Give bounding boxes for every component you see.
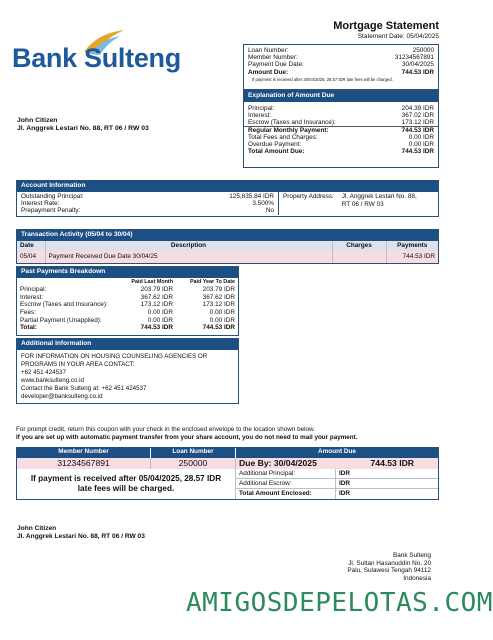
row-date: 05/04 <box>17 251 45 263</box>
coupon-col-amount: Amount Due <box>318 448 356 455</box>
past-payment-ytd: 367.62 IDR <box>202 293 235 301</box>
col-charges: Charges <box>332 241 386 251</box>
explanation-row-value: 0.00 IDR <box>408 133 434 141</box>
past-payment-label: Interest: <box>20 293 44 301</box>
summary-row-value: 744.53 IDR <box>401 68 434 76</box>
explanation-row <box>244 105 438 112</box>
explanation-row-label: Overdue Payment: <box>248 140 302 148</box>
summary-row-label: Amount Due: <box>248 68 289 76</box>
mailing-name: John Citizen <box>17 525 57 532</box>
coupon-extra-input[interactable]: IDR <box>339 480 351 487</box>
bank-address-block <box>347 552 431 583</box>
explanation-row-label: Escrow (Taxes and Insurance): <box>248 119 336 127</box>
explanation-row-value: 0.00 IDR <box>408 140 434 148</box>
past-payment-label: Principal: <box>20 286 47 293</box>
coupon-col-loan: Loan Number <box>151 448 236 458</box>
explanation-row <box>244 112 438 119</box>
mailing-address: Jl. Anggrek Lestari No. 88, RT 06 / RW 03 <box>17 532 145 540</box>
table-row <box>17 251 438 263</box>
summary-row <box>244 69 438 76</box>
coupon-instructions <box>16 426 441 441</box>
account-row <box>17 193 278 200</box>
explanation-row-value: 173.12 IDR <box>401 119 434 127</box>
additional-info-line: FOR INFORMATION ON HOUSING COUNSELING AGENCIES OR PROGRAMS IN YOUR AREA CONTACT: <box>21 353 208 368</box>
account-row-label: Outstanding Principal: <box>21 193 84 200</box>
account-row-label: Interest Rate: <box>21 200 60 208</box>
past-payment-last: 744.53 IDR <box>140 324 173 332</box>
coupon-due-date: Due By: 30/04/2025 <box>239 458 317 468</box>
watermark: AMIGOSDEPELOTAS.COM <box>186 588 493 618</box>
col-paid-ytd: Paid Year To Date <box>189 278 235 285</box>
customer-address: Jl. Anggrek Lestari No. 88, RT 06 / RW 03 <box>17 125 149 133</box>
late-fee-note: If payment is received after 30/04/2025, 28.57 IDR late fees will be charged. <box>252 76 393 82</box>
explanation-row <box>244 141 438 148</box>
bank-address-line: Jl. Sultan Hasanuddin No. 20 <box>348 559 431 567</box>
past-payment-label: Total: <box>20 324 37 332</box>
account-row <box>17 207 278 214</box>
table-row <box>17 294 238 302</box>
payment-coupon <box>16 447 439 500</box>
past-payment-last: 0.00 IDR <box>147 316 173 324</box>
past-payments-header: Past Payments Breakdown <box>17 267 238 278</box>
summary-row-label: Loan Number: <box>248 47 289 54</box>
coupon-extra-input[interactable]: IDR <box>339 470 351 477</box>
coupon-extra-row <box>236 479 438 489</box>
additional-info-line: developer@banksulteng.co.id <box>21 392 103 400</box>
loan-summary-box <box>243 44 439 90</box>
additional-info-line: +62 451 424537 <box>21 368 66 376</box>
past-payment-ytd: 0.00 IDR <box>209 316 235 324</box>
col-payments: Payments <box>397 242 428 250</box>
mailing-address-block <box>17 525 145 541</box>
additional-info-line: www.banksulteng.co.id <box>21 376 84 384</box>
summary-row <box>244 61 438 68</box>
coupon-instruction-text: For prompt credit, return this coupon with your check in the enclosed envelope to the location shown below. <box>16 426 315 433</box>
account-info-box <box>16 180 439 217</box>
coupon-due-amount: 744.53 IDR <box>370 458 414 468</box>
past-payment-ytd: 744.53 IDR <box>202 324 235 332</box>
page-title: Mortgage Statement <box>333 20 439 32</box>
account-row-value: 3.500% <box>252 200 274 208</box>
explanation-box <box>243 90 439 168</box>
past-payment-last: 367.62 IDR <box>140 293 173 301</box>
bank-address-line: Bank Sulteng <box>392 552 431 559</box>
bank-logo <box>12 28 192 76</box>
transaction-activity-box <box>16 229 439 264</box>
explanation-row <box>244 134 438 141</box>
customer-block <box>17 117 149 133</box>
table-row <box>17 286 238 294</box>
past-payment-ytd: 203.79 IDR <box>202 286 235 293</box>
coupon-extra-label: Additional Principal: <box>236 469 336 478</box>
explanation-row-label: Total Amount Due: <box>248 148 305 156</box>
additional-info-box <box>16 338 239 404</box>
coupon-member-number: 31234567891 <box>17 458 151 469</box>
statement-title-block <box>333 20 439 41</box>
explanation-row-value: 204.39 IDR <box>401 105 434 112</box>
past-payment-label: Escrow (Taxes and Insurance): <box>20 301 108 309</box>
col-blank <box>17 278 116 286</box>
row-description: Payment Received Due Date 30/04/25 <box>45 251 332 263</box>
summary-row <box>244 47 438 54</box>
coupon-extra-label: Additional Escrow: <box>236 479 336 488</box>
past-payment-label: Fees: <box>20 309 36 317</box>
logo-text: Bank Sulteng <box>12 43 181 73</box>
statement-date: Statement Date: 05/04/2025 <box>357 33 439 41</box>
explanation-row-value: 367.02 IDR <box>401 112 434 120</box>
col-date: Date <box>17 241 45 251</box>
table-row <box>17 309 238 317</box>
past-payment-last: 0.00 IDR <box>147 309 173 317</box>
past-payment-last: 203.79 IDR <box>140 286 173 293</box>
explanation-row <box>244 148 438 155</box>
summary-row-label: Payment Due Date: <box>248 61 304 69</box>
col-paid-last-month: Paid Last Month <box>131 278 173 285</box>
summary-row-value: 31234567891 <box>394 54 434 62</box>
col-description: Description <box>45 241 332 251</box>
transaction-table <box>17 241 438 263</box>
account-row-value: No <box>265 207 274 215</box>
account-row <box>17 200 278 207</box>
coupon-late-fee-note: If payment is received after 05/04/2025, 28.57 IDR late fees will be charged. <box>17 469 236 499</box>
coupon-col-member: Member Number <box>17 448 151 458</box>
explanation-row-value: 744.53 IDR <box>401 148 434 156</box>
past-payments-table <box>17 278 238 332</box>
explanation-row <box>244 119 438 126</box>
past-payment-ytd: 173.12 IDR <box>202 301 235 309</box>
property-address-label: Property Address: <box>283 193 334 200</box>
coupon-extra-row <box>236 469 438 479</box>
explanation-row <box>244 127 438 134</box>
summary-row-value: 30/04/2025 <box>402 61 434 69</box>
row-charges <box>332 251 386 263</box>
bank-address-line: Indonesia <box>403 575 431 583</box>
explanation-row-label: Regular Monthly Payment: <box>248 126 329 134</box>
explanation-header: Explanation of Amount Due <box>244 91 438 102</box>
explanation-row-label: Total Fees and Charges: <box>248 133 318 141</box>
additional-info-line: Contact the Bank Sulteng at: +62 451 424537 <box>21 384 147 392</box>
account-info-header: Account Information <box>17 181 438 192</box>
explanation-row-label: Interest: <box>248 112 272 120</box>
account-row-label: Prepayment Penalty: <box>21 207 81 215</box>
transaction-header: Transaction Activity (05/04 to 30/04) <box>17 230 438 241</box>
coupon-extra-label: Total Amount Enclosed: <box>236 489 336 499</box>
summary-row-value: 250000 <box>412 47 434 54</box>
coupon-loan-number: 250000 <box>151 458 236 469</box>
past-payment-last: 173.12 IDR <box>140 301 173 309</box>
table-row <box>17 324 238 332</box>
past-payment-label: Partial Payment (Unapplied): <box>20 316 102 324</box>
autopay-note: If you are set up with automatic payment transfer from your share account, you do not need to mail your payment. <box>16 433 358 441</box>
coupon-extra-row <box>236 489 438 499</box>
table-row <box>17 301 238 309</box>
additional-info-header: Additional Information <box>17 339 238 350</box>
table-row <box>17 317 238 325</box>
past-payments-box <box>16 266 239 336</box>
summary-row <box>244 54 438 61</box>
explanation-row-label: Principal: <box>248 105 275 112</box>
property-address-value: Jl. Anggrek Lestari No. 88, RT 06 / RW 03 <box>341 193 417 208</box>
explanation-row-value: 744.53 IDR <box>401 126 434 134</box>
coupon-extra-input[interactable]: IDR <box>339 490 351 497</box>
row-payments: 744.53 IDR <box>402 253 435 261</box>
account-row-value: 125,835.84 IDR <box>229 193 274 200</box>
past-payment-ytd: 0.00 IDR <box>209 309 235 317</box>
summary-row-label: Member Number: <box>248 54 298 62</box>
customer-name: John Citizen <box>17 117 58 124</box>
bank-address-line: Palu, Sulawesi Tengah 94112 <box>347 567 431 575</box>
